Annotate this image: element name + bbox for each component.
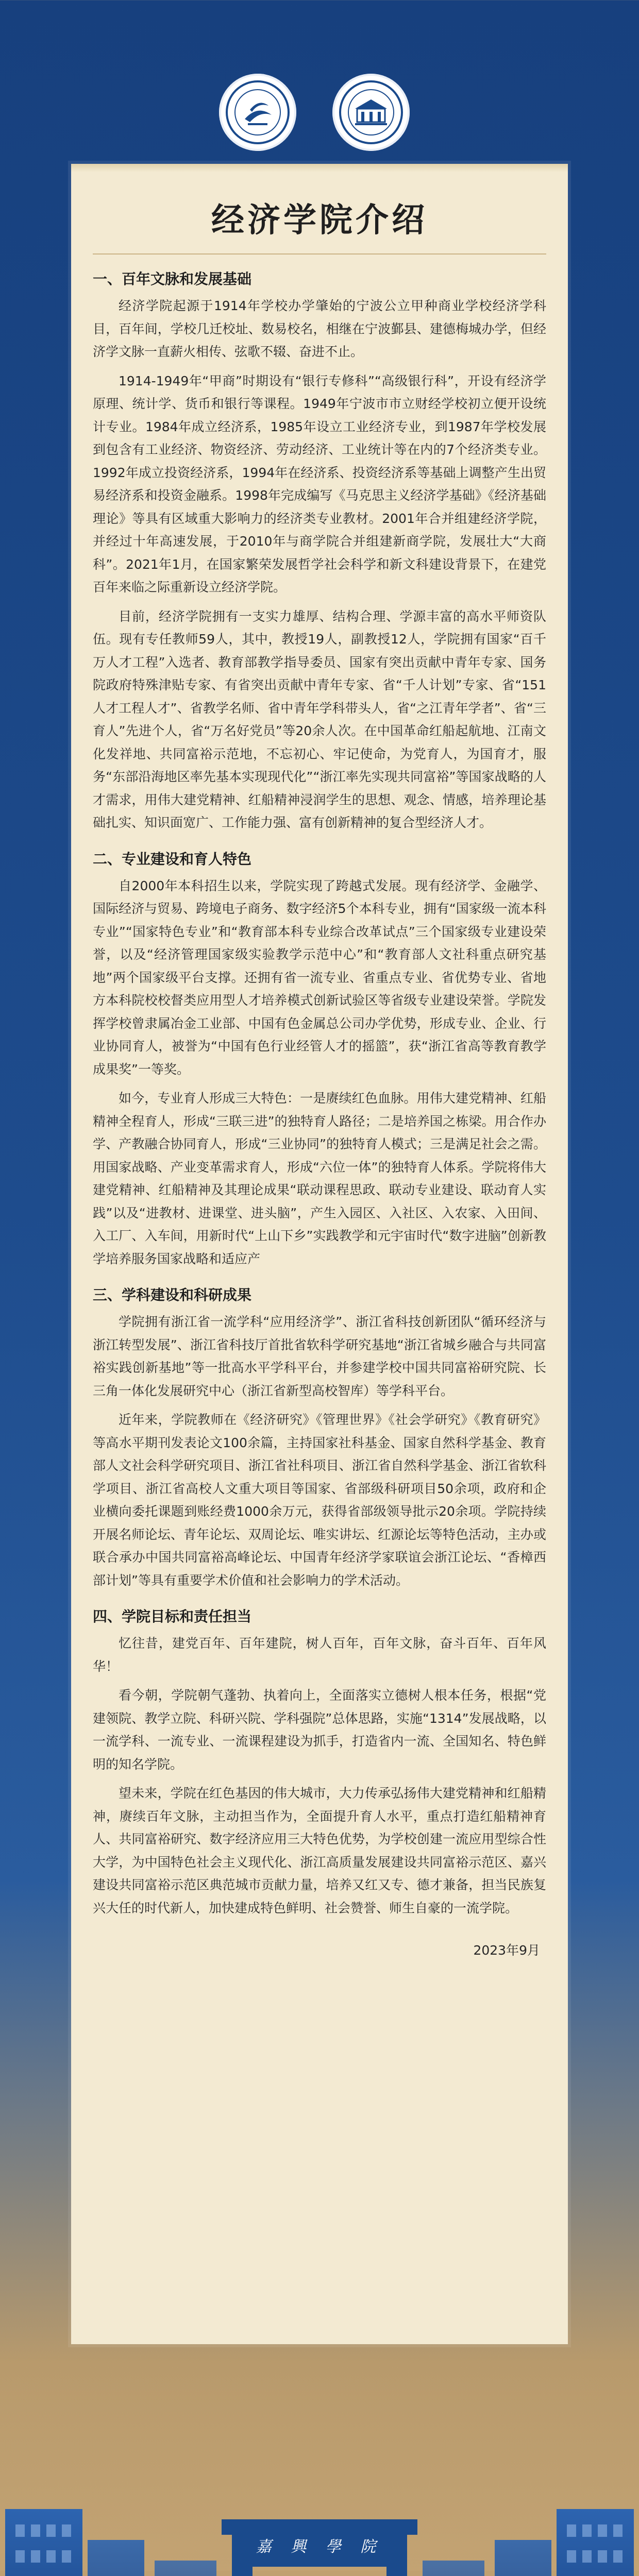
- section-heading: 一、百年文脉和发展基础: [93, 270, 252, 287]
- section-paragraph: 目前，经济学院拥有一支实力雄厚、结构合理、学源丰富的高水平师资队伍。现有专任教师59人，其中，教授19人，副教授12人，学院拥有国家“百千万人才工程”入选者、教育部教学指导委员、国家有突出贡献中青年专家、国务院政府特殊津贴专家、有省突出贡献中青年专家、省“千人计划”专家、省“151人才工程人才”、省教学名师、省中青年学科带头人，省“之江青年学者”、省“三育人”先进个人，省“万名好党员”等20余人次。在中国革命红船起航地、江南文化发祥地、共同富裕示范地，不忘初心、牢记使命，为党育人，为国育才，服务“东部沿海地区率先基本实现现代化”“浙江率先实现共同富裕”等国家战略的人才需求，用伟大建党精神、红船精神浸润学生的思想、观念、情感，培养理论基础扎实、知识面宽广、工作能力强、富有创新精神的复合型经济人才。: [93, 608, 546, 830]
- university-emblem-icon: [219, 74, 296, 151]
- section-paragraph: 看今朝，学院朝气蓬勃、执着向上，全面落实立德树人根本任务，根据“党建领院、教学立院、科研兴院、学科强院”总体思路，实施“1314”发展战略，以一流学科、一流专业、一流课程建设为抓手，打造省内一流、全国知名、特色鲜明的知名学院。: [93, 1688, 546, 1772]
- section-heading: 三、学科建设和科研成果: [93, 1286, 252, 1303]
- gate-inscription: 嘉 興 學 院: [256, 2538, 383, 2556]
- section-heading: 四、学院目标和责任担当: [93, 1608, 252, 1625]
- section-paragraph: 忆往昔，建党百年、百年建院，树人百年，百年文脉，奋斗百年、百年风华！: [93, 1636, 546, 1674]
- section-paragraph: 如今，专业育人形成三大特色：一是赓续红色血脉。用伟大建党精神、红船精神全程育人，形成“三联三进”的独特育人路径；二是培养国之栋梁。用合作办学、产教融合协同育人，形成“三业协同”的独特育人模式；三是满足社会之需。用国家战略、产业变革需求育人，形成“六位一体”的独特育人体系。学院将伟大建党精神、红船精神及其理论成果“联动课程思政、联动专业建设、联动育人实践”以及“进教材、进课堂、进头脑”，产生入园区、入社区、入农家、入田间、入工厂、入车间，用新时代“上山下乡”实践教学和元宇宙时代“数字进脑”创新教学培养服务国家战略和适应产: [93, 1091, 546, 1266]
- logo-row: [0, 61, 639, 164]
- section-paragraph: 1914-1949年“甲商”时期设有“银行专修科”“高级银行科”，开设有经济学原理、统计学、货币和银行等课程。1949年宁波市市立财经学校初立便开设统计专业。1984年成立经济系，1985年设立工业经济专业，到1987年学校发展到包含有工业经济、物资经济、劳动经济、工业统计等在内的7个经济类专业。1992年成立投资经济系，1994年在经济系、投资经济系等基础上调整产生出贸易经济系和投资金融系。1998年完成编写《马克思主义经济学基础》《经济基础理论》等具有区域重大影响力的经济类专业教材。2001年合并组建经济学院，并经过十年高速发展，于2010年与商学院合并组建新商学院，发展壮大“大商科”。2021年1月，在国家繁荣发展哲学社会科学和新文科建设背景下，在建党百年来临之际重新设立经济学院。: [93, 373, 546, 595]
- document-date: 2023年9月: [473, 1943, 540, 1958]
- content-body: [71, 268, 568, 1959]
- page-title: 经济学院介绍: [211, 201, 428, 240]
- university-building-seal-icon: [332, 74, 410, 151]
- title-divider: [93, 253, 546, 255]
- section-heading: 二、专业建设和育人特色: [93, 850, 252, 868]
- section-paragraph: 近年来，学院教师在《经济研究》《管理世界》《社会学研究》《教育研究》等高水平期刊发表论文100余篇，主持国家社科基金、国家自然科学基金、教育部人文社会科学研究项目、浙江省社科项目、浙江省自然科学基金、浙江省软科学项目、浙江省高校人文重大项目等国家、省部级科研项目50余项，政府和企业横向委托课题到账经费1000余万元，获得省部级领导批示20余项。学院持续开展名师论坛、青年论坛、双周论坛、唯实讲坛、红源论坛等特色活动，主办或联合承办中国共同富裕高峰论坛、中国青年经济学家联谊会浙江论坛、“香樟西部计划”等具有重要学术价值和社会影响力的学术活动。: [93, 1412, 546, 1588]
- section-paragraph: 经济学院起源于1914年学校办学肇始的宁波公立甲种商业学校经济学科目，百年间，学校几迁校址、数易校名，相继在宁波鄞县、建德梅城办学，但经济学文脉一直薪火相传、弦歌不辍、奋进不止。: [93, 298, 546, 359]
- introduction-panel: [71, 164, 568, 2344]
- section-paragraph: 自2000年本科招生以来，学院实现了跨越式发展。现有经济学、金融学、国际经济与贸易、跨境电子商务、数字经济5个本科专业，拥有“国家级一流本科专业”“国家特色专业”和“教育部本科专业综合改革试点”三个国家级专业建设荣誉，以及“经济管理国家级实验教学示范中心”和“教育部人文社科重点研究基地”两个国家级平台支撑。还拥有省一流专业、省重点专业、省优势专业、省地方本科院校校督类应用型人才培养模式创新试验区等省级专业建设荣誉。学院发挥学校曾隶属冶金工业部、中国有色金属总公司办学优势，形成专业、企业、行业协同育人，被誉为“中国有色行业经管人才的摇篮”，获“浙江省高等教育教学成果奖”一等奖。: [93, 878, 546, 1077]
- section-paragraph: 学院拥有浙江省一流学科“应用经济学”、浙江省科技创新团队“循环经济与浙江转型发展”、浙江省科技厅首批省软科学研究基地“浙江省城乡融合与共同富裕实践创新基地”等一批高水平学科平台，并参建学校中国共同富裕研究院、长三角一体化发展研究中心（浙江省新型高校智库）等学科平台。: [93, 1314, 546, 1398]
- section-paragraph: 望未来，学院在红色基因的伟大城市，大力传承弘扬伟大建党精神和红船精神，赓续百年文脉，主动担当作为，全面提升育人水平，重点打造红船精神育人、共同富裕研究、数字经济应用三大特色优势，为学校创建一流应用型综合性大学，为中国特色社会主义现代化、浙江高质量发展建设共同富裕示范区、嘉兴建设共同富裕示范区典范城市贡献力量，培养又红又专、德才兼备，担当民族复兴大任的时代新人，加快建成特色鲜明、社会赞誉、师生自豪的一流学院。: [93, 1786, 546, 1916]
